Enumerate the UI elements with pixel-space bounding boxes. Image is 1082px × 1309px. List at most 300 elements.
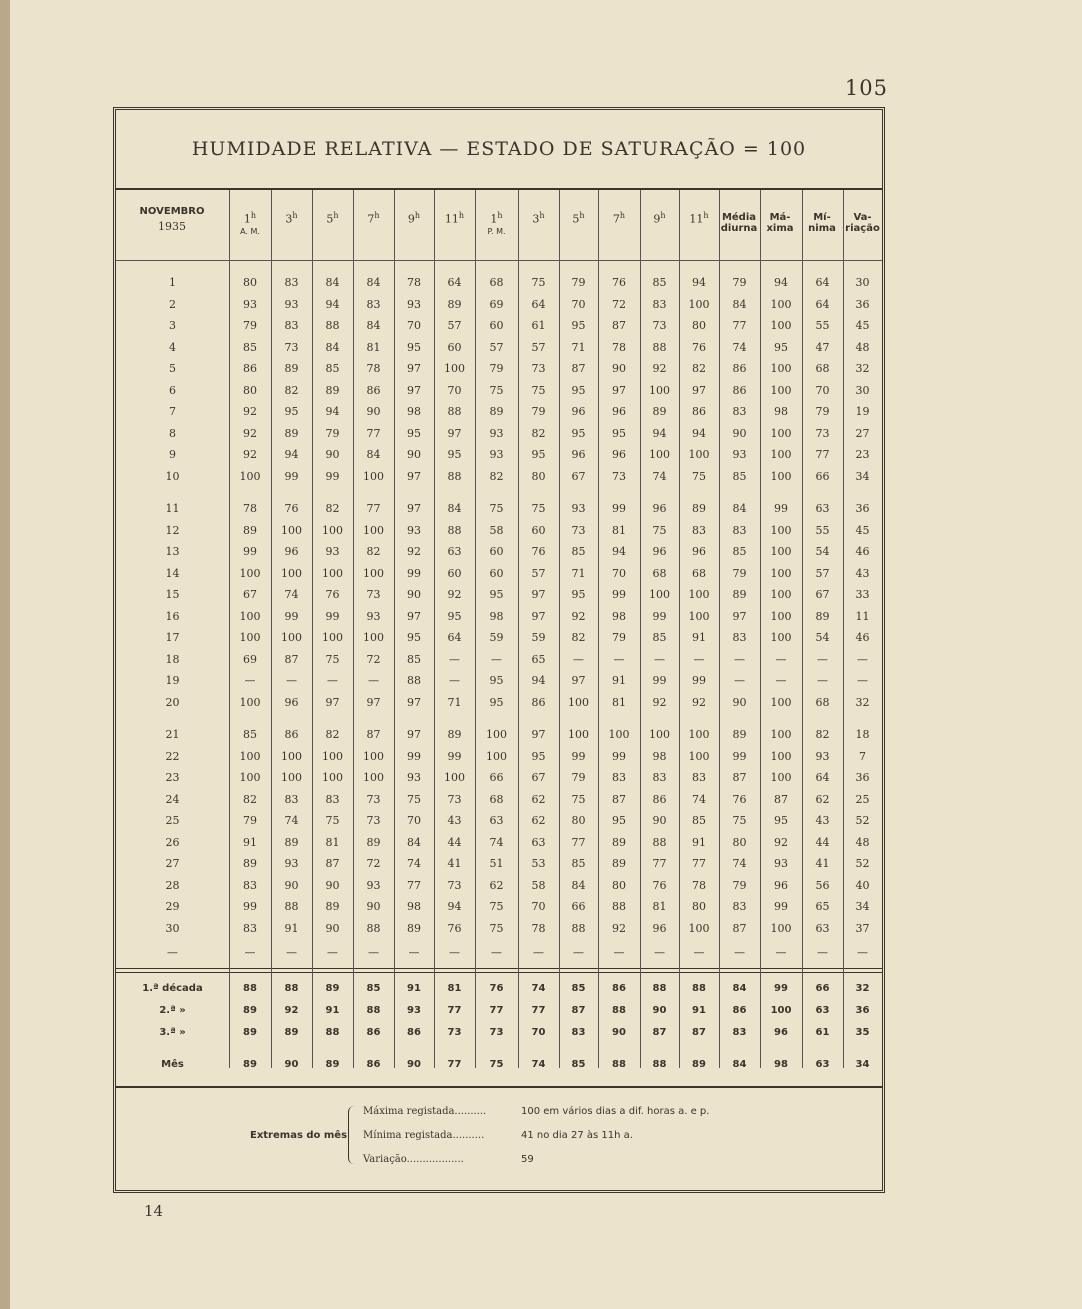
table-cell: 67	[243, 588, 257, 601]
table-cell: 62	[815, 792, 830, 806]
table-cell: 89	[325, 383, 340, 397]
table-cell: 89	[407, 921, 421, 935]
table-cell: 97	[407, 695, 421, 709]
table-cell: 73	[366, 814, 381, 827]
table-cell: 99	[325, 609, 340, 623]
summary-cell: 88	[652, 983, 667, 994]
table-cell: 75	[489, 921, 504, 935]
header-hour	[394, 210, 434, 226]
table-cell: 100	[688, 588, 710, 601]
summary-cell: 73	[447, 1027, 462, 1038]
header-hour	[434, 210, 475, 226]
table-cell: 84	[325, 276, 340, 289]
table-cell: 100	[649, 383, 670, 397]
table-cell: 100	[363, 631, 384, 644]
table-cell: 88	[652, 835, 667, 849]
summary-cell: 66	[815, 983, 830, 994]
hour-suffix: h	[458, 211, 465, 220]
table-cell: 79	[732, 276, 747, 289]
summary-label: 2.ª »	[159, 1005, 186, 1016]
hour-suffix: h	[579, 211, 585, 220]
column-divider	[719, 190, 720, 1068]
day-cell: 10	[165, 469, 180, 483]
header-hour	[353, 210, 394, 226]
hour-suffix: h	[333, 211, 339, 220]
table-cell: —	[408, 946, 420, 959]
table-cell: 77	[366, 502, 381, 515]
table-cell: 100	[486, 749, 507, 763]
table-cell: 97	[366, 695, 381, 709]
table-cell: 83	[652, 297, 667, 311]
table-cell: 62	[531, 792, 546, 806]
table-cell: 95	[571, 588, 586, 601]
table-cell: 96	[692, 545, 706, 558]
table-cell: 97	[325, 695, 340, 709]
table-cell: 79	[612, 631, 626, 644]
table-cell: 48	[855, 340, 870, 354]
extremas-label: Extremas do mês	[250, 1130, 348, 1141]
day-cell: 20	[165, 695, 180, 709]
table-cell: 46	[855, 631, 870, 644]
table-cell: 89	[366, 835, 381, 849]
summary-cell: 77	[447, 1005, 462, 1016]
table-cell: 98	[407, 900, 421, 913]
table-cell: 77	[571, 835, 586, 849]
table-cell: 100	[770, 319, 792, 332]
table-cell: 86	[652, 792, 667, 806]
table-cell: 93	[284, 297, 299, 311]
table-cell: —	[449, 652, 460, 666]
table-cell: 91	[243, 835, 257, 849]
table-cell: 97	[407, 362, 421, 375]
table-cell: 100	[322, 523, 343, 537]
table-cell: 95	[447, 609, 462, 623]
table-cell: 92	[407, 545, 421, 558]
table-cell: —	[775, 946, 787, 959]
summary-cell: 88	[243, 983, 257, 994]
table-cell: 36	[855, 502, 870, 515]
table-cell: 85	[571, 545, 586, 558]
table-cell: 99	[774, 900, 788, 913]
summary-rule	[116, 968, 882, 973]
table-cell: 92	[243, 448, 257, 461]
summary-cell: 77	[531, 1005, 546, 1016]
column-divider	[353, 190, 354, 1068]
summary-cell: 86	[366, 1027, 381, 1038]
table-cell: 99	[407, 566, 421, 580]
table-cell: 94	[774, 276, 788, 289]
table-cell: 75	[489, 900, 504, 913]
table-cell: 93	[489, 426, 504, 440]
table-cell: 72	[612, 297, 626, 311]
table-cell: 76	[612, 276, 626, 289]
table-cell: 95	[571, 426, 586, 440]
table-cell: 37	[855, 921, 870, 935]
table-cell: 93	[407, 523, 421, 537]
table-cell: 78	[531, 921, 546, 935]
table-cell: 95	[407, 631, 421, 644]
table-cell: 95	[489, 588, 504, 601]
table-cell: 85	[571, 857, 586, 870]
table-cell: 77	[366, 426, 381, 440]
table-cell: 90	[284, 878, 299, 892]
table-cell: 100	[770, 695, 792, 709]
table-cell: 96	[571, 448, 586, 461]
table-cell: 93	[815, 749, 830, 763]
column-divider	[559, 190, 560, 1068]
table-cell: 100	[322, 631, 343, 644]
day-cell: 28	[165, 878, 180, 892]
table-cell: 99	[284, 609, 299, 623]
day-cell: 15	[165, 588, 180, 601]
table-cell: 77	[815, 448, 830, 461]
table-cell: 59	[531, 631, 546, 644]
table-cell: 83	[284, 792, 299, 806]
table-cell: 100	[688, 921, 710, 935]
table-cell: 100	[688, 448, 710, 461]
table-cell: 88	[407, 674, 421, 687]
table-cell: 97	[407, 469, 421, 483]
table-cell: 96	[652, 545, 667, 558]
header-rule	[116, 260, 882, 261]
summary-cell: 91	[407, 983, 421, 994]
table-cell: 75	[531, 276, 546, 289]
table-cell: 73	[366, 792, 381, 806]
table-cell: 97	[692, 383, 706, 397]
table-cell: —	[775, 652, 787, 666]
table-cell: —	[327, 946, 338, 959]
summary-cell: 88	[692, 983, 706, 994]
summary-cell: 88	[366, 1005, 381, 1016]
table-cell: 88	[447, 469, 462, 483]
table-cell: 90	[366, 900, 381, 913]
table-cell: 76	[447, 921, 462, 935]
table-cell: —	[693, 946, 705, 959]
summary-cell: 73	[489, 1027, 504, 1038]
header-year: 1935	[158, 220, 186, 233]
table-cell: 70	[571, 297, 586, 311]
summary-cell: 88	[284, 983, 299, 994]
table-cell: 77	[732, 319, 747, 332]
table-cell: 68	[489, 276, 504, 289]
table-cell: 94	[284, 448, 299, 461]
table-cell: —	[817, 674, 828, 687]
table-cell: 82	[325, 502, 340, 515]
summary-cell: 88	[325, 1027, 340, 1038]
hour-suffix: h	[660, 211, 666, 220]
table-cell: 89	[692, 502, 706, 515]
summary-cell: 32	[855, 983, 870, 994]
day-cell: 5	[169, 362, 176, 375]
summary-cell: 92	[284, 1005, 299, 1016]
header-hour	[679, 210, 719, 226]
table-cell: 93	[571, 502, 586, 515]
table-cell: 100	[444, 771, 465, 784]
table-cell: 100	[770, 426, 792, 440]
table-cell: 98	[489, 609, 504, 623]
summary-cell: 89	[325, 1059, 340, 1070]
table-cell: 79	[571, 276, 586, 289]
table-cell: 63	[531, 835, 546, 849]
table-cell: 92	[447, 588, 462, 601]
table-cell: 73	[284, 340, 299, 354]
table-cell: 74	[692, 792, 706, 806]
table-cell: 82	[325, 728, 340, 741]
table-cell: —	[286, 946, 297, 959]
table-cell: 88	[284, 900, 299, 913]
hour-suffix: h	[374, 211, 380, 220]
column-divider	[475, 190, 476, 1068]
table-cell: 83	[284, 276, 299, 289]
table-cell: 73	[531, 362, 546, 375]
table-cell: 99	[571, 749, 586, 763]
table-cell: 69	[489, 297, 504, 311]
summary-cell: 74	[531, 983, 546, 994]
table-cell: 64	[815, 297, 830, 311]
summary-cell: 96	[774, 1027, 788, 1038]
table-cell: 44	[447, 835, 462, 849]
table-cell: 76	[531, 545, 546, 558]
table-cell: 64	[447, 276, 462, 289]
table-cell: 80	[612, 878, 626, 892]
table-cell: 100	[770, 588, 792, 601]
summary-label: 1.ª década	[142, 983, 203, 994]
table-cell: 92	[612, 921, 626, 935]
table-cell: 82	[243, 792, 257, 806]
table-cell: 60	[489, 566, 504, 580]
table-cell: 86	[732, 362, 747, 375]
table-cell: 86	[531, 695, 546, 709]
table-cell: 82	[366, 545, 381, 558]
table-cell: —	[327, 674, 338, 687]
table-cell: 45	[855, 319, 870, 332]
table-cell: 100	[608, 728, 630, 741]
table-cell: 95	[531, 448, 546, 461]
table-cell: 100	[649, 448, 670, 461]
day-cell: 3	[169, 319, 176, 332]
day-cell: 7	[169, 405, 176, 418]
table-cell: 74	[652, 469, 667, 483]
day-cell: 29	[165, 900, 180, 913]
day-cell: 19	[165, 674, 180, 687]
table-cell: 47	[815, 340, 830, 354]
table-cell: 100	[322, 749, 343, 763]
summary-cell: 88	[612, 1059, 626, 1070]
table-cell: 97	[407, 609, 421, 623]
hour-suffix: h	[539, 211, 545, 220]
title-box	[116, 110, 882, 190]
table-cell: 95	[407, 426, 421, 440]
table-cell: 90	[612, 362, 626, 375]
table-cell: 100	[239, 566, 261, 580]
day-cell: 24	[165, 792, 180, 806]
table-cell: 73	[366, 588, 381, 601]
table-cell: 96	[774, 878, 788, 892]
summary-cell: 89	[325, 983, 340, 994]
table-cell: 68	[489, 792, 504, 806]
table-cell: 96	[652, 502, 667, 515]
table-cell: 71	[571, 340, 586, 354]
hour-suffix: h	[619, 211, 626, 220]
table-cell: 92	[692, 695, 706, 709]
table-cell: 69	[243, 652, 257, 666]
table-cell: 85	[732, 545, 747, 558]
page-number: 105	[844, 76, 888, 100]
table-cell: 73	[571, 523, 586, 537]
table-cell: 100	[770, 771, 792, 784]
table-cell: 56	[815, 878, 830, 892]
table-cell: 100	[688, 297, 710, 311]
data-table	[116, 190, 882, 1068]
table-cell: 66	[815, 469, 830, 483]
table-cell: 100	[770, 921, 792, 935]
table-cell: 82	[815, 728, 830, 741]
table-cell: 100	[770, 383, 792, 397]
table-cell: 60	[447, 566, 462, 580]
table-cell: 63	[489, 814, 504, 827]
table-cell: 58	[531, 878, 546, 892]
table-cell: 84	[366, 448, 381, 461]
table-cell: 86	[732, 383, 747, 397]
table-cell: 98	[774, 405, 788, 418]
table-cell: 84	[571, 878, 586, 892]
table-cell: 100	[770, 362, 792, 375]
table-cell: 83	[366, 297, 381, 311]
table-cell: 74	[284, 814, 299, 827]
table-cell: 7	[859, 749, 866, 763]
summary-cell: 77	[447, 1059, 462, 1070]
table-cell: 86	[284, 728, 299, 741]
table-cell: 82	[692, 362, 706, 375]
table-cell: 83	[652, 771, 667, 784]
summary-cell: 90	[284, 1059, 299, 1070]
maxima-label: Máxima registada..........	[363, 1106, 487, 1117]
table-cell: 100	[688, 728, 710, 741]
table-cell: 57	[531, 566, 546, 580]
day-cell: 27	[165, 857, 180, 870]
table-cell: 90	[325, 878, 340, 892]
table-cell: 93	[732, 448, 747, 461]
table-cell: 74	[407, 857, 421, 870]
table-cell: 75	[732, 814, 747, 827]
table-cell: 57	[531, 340, 546, 354]
table-cell: 97	[407, 502, 421, 515]
table-cell: 86	[692, 405, 706, 418]
table-cell: 99	[612, 749, 626, 763]
summary-cell: 81	[447, 983, 462, 994]
day-cell: 11	[165, 502, 180, 515]
table-cell: 87	[325, 857, 340, 870]
table-cell: 83	[612, 771, 626, 784]
table-cell: 100	[322, 566, 343, 580]
table-cell: 64	[815, 771, 830, 784]
table-cell: 95	[612, 814, 626, 827]
summary-cell: 86	[366, 1059, 381, 1070]
table-cell: 99	[732, 749, 747, 763]
table-cell: 84	[407, 835, 421, 849]
table-cell: 80	[732, 835, 747, 849]
table-cell: 80	[531, 469, 546, 483]
table-cell: 97	[732, 609, 747, 623]
table-cell: 94	[325, 405, 340, 418]
table-cell: —	[449, 674, 460, 687]
table-cell: 100	[281, 771, 302, 784]
column-divider	[394, 190, 395, 1068]
day-cell: 12	[165, 523, 180, 537]
table-cell: —	[491, 946, 502, 959]
table-cell: 64	[815, 276, 830, 289]
day-cell: 18	[165, 652, 180, 666]
table-cell: 41	[815, 857, 830, 870]
table-cell: 100	[770, 728, 792, 741]
table-cell: 90	[407, 588, 421, 601]
column-divider	[312, 190, 313, 1068]
table-cell: 84	[366, 319, 381, 332]
table-cell: 89	[612, 835, 626, 849]
table-cell: —	[244, 946, 256, 959]
table-cell: 83	[732, 405, 747, 418]
table-cell: 90	[732, 426, 747, 440]
table-cell: 97	[447, 426, 462, 440]
day-cell: 2	[169, 297, 176, 311]
table-cell: 91	[692, 631, 706, 644]
header-hour-value: 9	[653, 212, 661, 226]
table-cell: 90	[407, 448, 421, 461]
header-month-year	[116, 206, 228, 233]
table-cell: 100	[363, 749, 384, 763]
table-cell: 98	[407, 405, 421, 418]
table-cell: 73	[815, 426, 830, 440]
table-cell: 60	[447, 340, 462, 354]
table-cell: 100	[770, 448, 792, 461]
column-divider	[518, 190, 519, 1068]
table-cell: 96	[612, 448, 626, 461]
table-cell: 79	[489, 362, 504, 375]
table-cell: 74	[732, 340, 747, 354]
table-cell: —	[654, 652, 665, 666]
table-cell: 89	[447, 728, 462, 741]
table-cell: 79	[243, 814, 257, 827]
table-cell: 87	[774, 792, 788, 806]
table-cell: 92	[243, 405, 257, 418]
table-cell: 45	[855, 523, 870, 537]
table-cell: 83	[243, 921, 257, 935]
table-cell: 51	[489, 857, 504, 870]
table-cell: 95	[774, 340, 788, 354]
header-hour	[640, 210, 679, 226]
table-cell: 81	[612, 695, 626, 709]
header-meridiem: P. M.	[487, 226, 506, 236]
table-cell: 92	[243, 426, 257, 440]
table-cell: 82	[571, 631, 586, 644]
table-cell: 77	[407, 878, 421, 892]
table-cell: 78	[366, 362, 381, 375]
table-cell: 48	[855, 835, 870, 849]
table-cell: 99	[692, 674, 706, 687]
table-cell: 30	[855, 383, 870, 397]
table-cell: 81	[612, 523, 626, 537]
table-cell: 85	[243, 340, 257, 354]
table-cell: 100	[568, 728, 589, 741]
table-cell: 54	[815, 545, 830, 558]
table-cell: 99	[284, 469, 299, 483]
table-cell: 79	[243, 319, 257, 332]
summary-cell: 75	[489, 1059, 504, 1070]
summary-cell: 63	[815, 1059, 830, 1070]
table-cell: 91	[612, 674, 626, 687]
table-cell: 83	[692, 523, 706, 537]
table-cell: 79	[571, 771, 586, 784]
